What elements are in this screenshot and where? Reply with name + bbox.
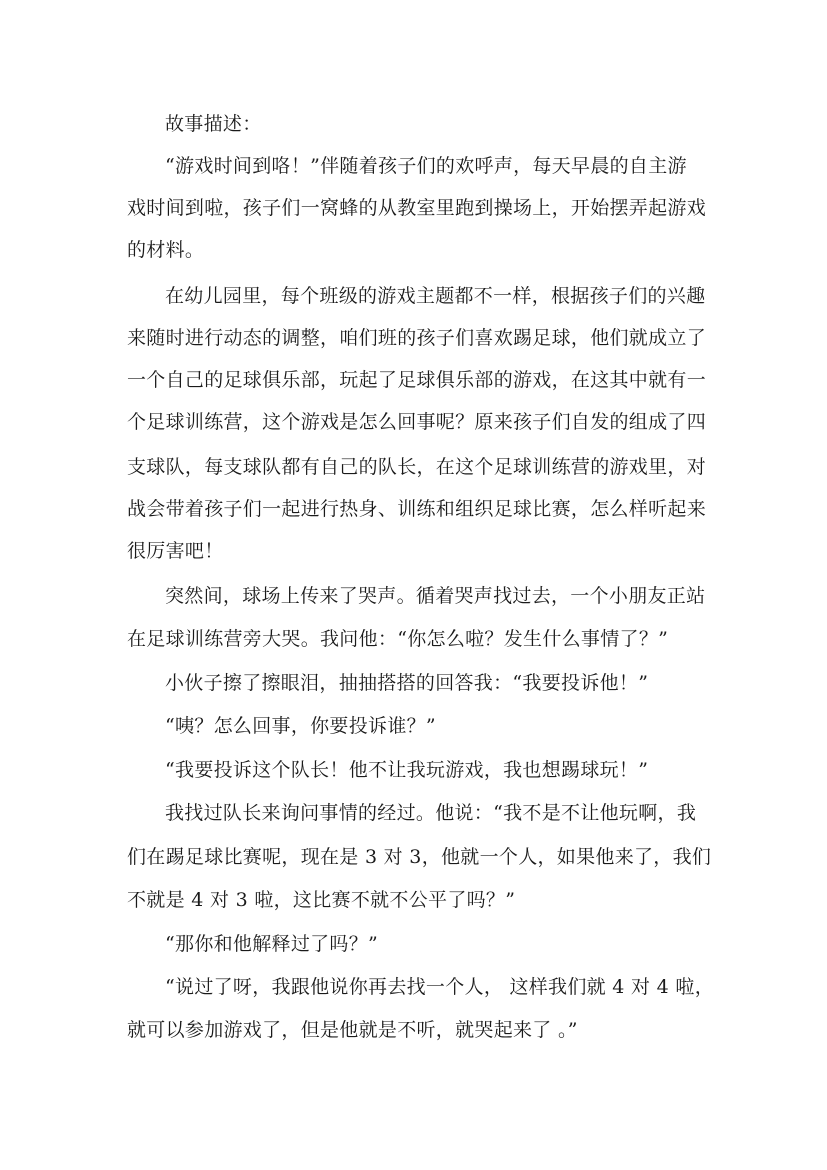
paragraph-line: 在幼儿园里，每个班级的游戏主题都不一样，根据孩子们的兴趣 [165,285,706,307]
paragraph-line: 突然间，球场上传来了哭声。循着哭声找过去，一个小朋友正站 [165,585,706,607]
paragraph-line: “咦？怎么回事，你要投诉谁？” [165,715,436,737]
paragraph-line: 小伙子擦了擦眼泪，抽抽搭搭的回答我：“我要投诉他！” [165,672,649,694]
paragraph-line: 支球队，每支球队都有自己的队长，在这个足球训练营的游戏里，对 [127,456,707,478]
paragraph-line: 就可以参加游戏了，但是他就是不听，就哭起来了 。” [127,1019,578,1041]
paragraph-line: 在足球训练营旁大哭。我问他：“你怎么啦？发生什么事情了？” [127,628,669,650]
paragraph-line: “游戏时间到咯！”伴随着孩子们的欢呼声，每天早晨的自主游 [165,155,687,177]
section-heading: 故事描述： [165,113,262,135]
paragraph-line: 戏时间到啦，孩子们一窝蜂的从教室里跑到操场上，开始摆弄起游戏 [127,197,707,219]
paragraph-line: 很厉害吧！ [127,540,224,562]
paragraph-line: “那你和他解释过了吗？” [165,933,379,955]
paragraph-line: 们在踢足球比赛呢，现在是 3 对 3，他就一个人，如果他来了，我们 [127,846,712,868]
paragraph-line: 的材料。 [127,239,205,261]
paragraph-line: 来随时进行动态的调整，咱们班的孩子们喜欢踢足球，他们就成立了 [127,327,707,349]
paragraph-line: 战会带着孩子们一起进行热身、训练和组织足球比赛，怎么样听起来 [127,498,707,520]
paragraph-line: 不就是 4 对 3 啦，这比赛不就不公平了吗？” [127,889,516,911]
paragraph-line: 我找过队长来询问事情的经过。他说：“我不是不让他玩啊，我 [165,802,697,824]
paragraph-line: 个足球训练营，这个游戏是怎么回事呢？原来孩子们自发的组成了四 [127,411,707,433]
paragraph-line: “我要投诉这个队长！他不让我玩游戏，我也想踢球玩！” [165,759,649,781]
paragraph-line: 一个自己的足球俱乐部，玩起了足球俱乐部的游戏，在这其中就有一 [127,369,707,391]
paragraph-line: “说过了呀，我跟他说你再去找一个人， 这样我们就 4 对 4 啦， [165,976,714,998]
